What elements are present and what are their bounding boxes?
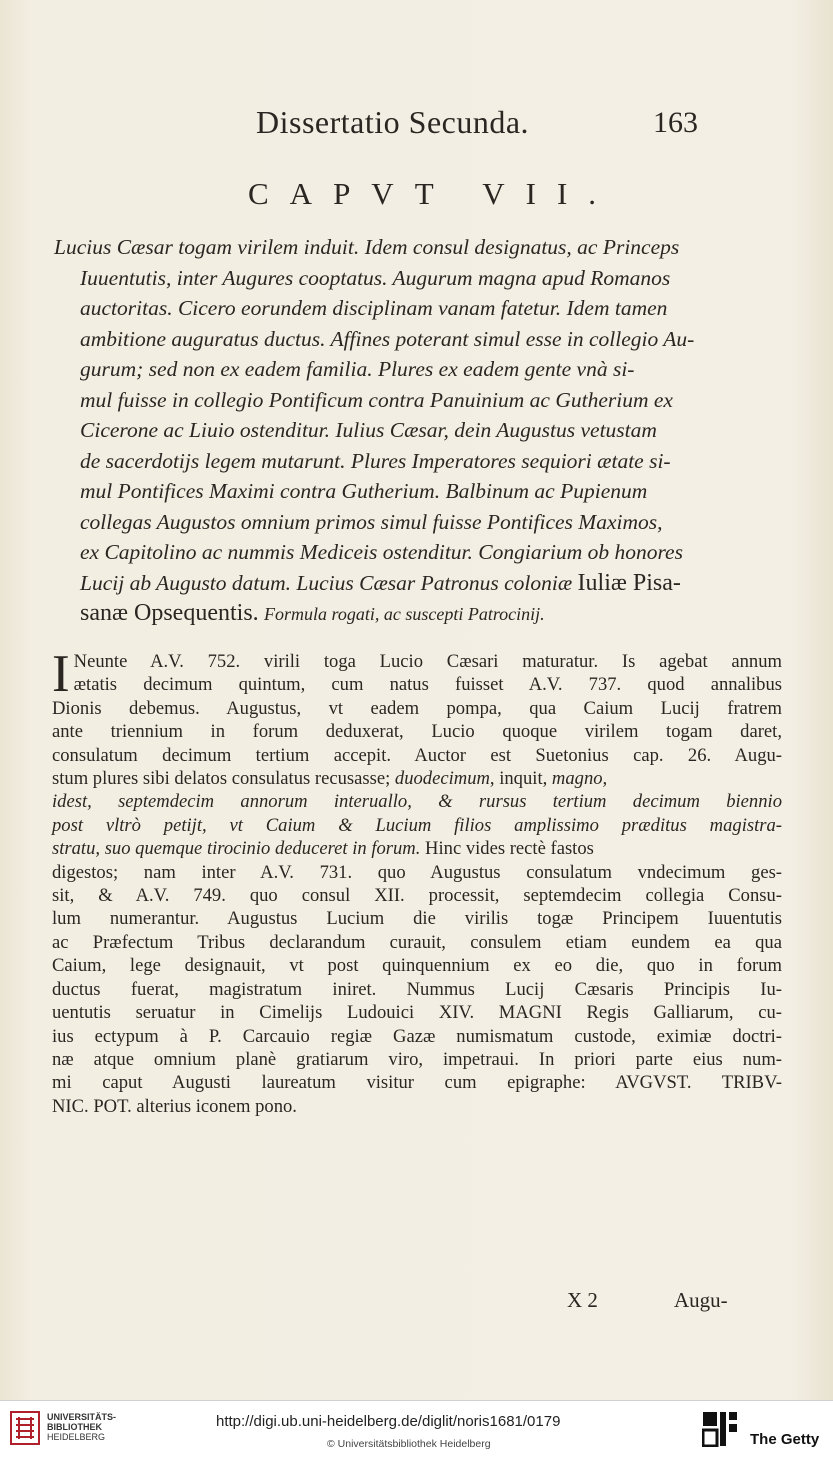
body-line: ante triennium in forum deduxerat, Lucio quoque virilem togam daret, [52, 721, 782, 743]
summary-line: ex Capitolino ac nummis Mediceis ostenditur. Congiarium ob honores [80, 540, 683, 564]
body-line: ætatis decimum quintum, cum natus fuisset A.V. 737. quod annalibus [73, 674, 782, 696]
body-line: sit, & A.V. 749. quo consul XII. processit, septemdecim collegia Consu- [52, 885, 782, 907]
body-line: uentutis seruatur in Cimelijs Ludouici XIV. MAGNI Regis Galliarum, cu- [52, 1002, 782, 1024]
body-line: ius ectypum à P. Carcauio regiæ Gazæ numismatum custode, eximiæ doctri- [52, 1025, 782, 1047]
summary-line: collegas Augustos omnium primos simul fuisse Pontifices Maximos, [80, 509, 663, 534]
body-line: post vltrò petijt, vt Caium & Lucium filios amplissimo præditus magistra- [52, 814, 782, 836]
body-line: næ atque omnium planè gratiarum viro, impetraui. In priori parte eius num- [52, 1048, 782, 1070]
summary-line: gurum; sed non ex eadem familia. Plures ex eadem gente vnà si- [80, 357, 635, 381]
body-line-text: stum plures sibi delatos consulatus recusasse; [52, 768, 391, 790]
summary-line: mul fuisse in collegio Pontificum contra Panuinium ac Gutherium ex [80, 387, 673, 412]
summary-roman-text: Iuliæ Pisa- [577, 569, 681, 596]
body-line: ductus fuerat, magistratum iniret. Nummus Lucij Cæsaris Principis Iu- [52, 978, 782, 1000]
body-italic: stratu, suo quemque tirocinio deduceret in forum. [52, 838, 421, 860]
body-line: consulatum decimum tertium accepit. Auctor est Suetonius cap. 26. Augu- [52, 744, 782, 766]
body-line: idest, septemdecim annorum interuallo, & rursus tertium decimum biennio [52, 791, 782, 813]
summary-line [54, 598, 774, 630]
summary-roman-text: sanæ Opsequentis. [80, 600, 259, 626]
getty-name: The Getty [750, 1431, 820, 1448]
university-library-logo-icon[interactable] [10, 1411, 40, 1445]
catchword: Augu- [674, 1288, 728, 1312]
body-line [52, 767, 782, 790]
body-line [52, 837, 782, 860]
running-title: Dissertatio Secunda. [256, 104, 530, 140]
copyright-notice: © Universitätsbibliothek Heidelberg [327, 1438, 491, 1450]
summary-line: de sacerdotijs legem mutarunt. Plures Imperatores sequiori ætate si- [80, 448, 671, 473]
chapter-summary [54, 232, 774, 630]
library-name-line: UNIVERSITÄTS- [47, 1412, 117, 1422]
body-paragraph [52, 645, 782, 1118]
summary-line: mul Pontifices Maximi contra Gutherium. Balbinum ac Pupienum [80, 479, 648, 503]
summary-line-text: Lucij ab Augusto datum. Lucius Cæsar Patronus coloniæ [80, 570, 573, 595]
body-line: Neunte A.V. 752. virili toga Lucio Cæsari maturatur. Is agebat annum [73, 651, 782, 672]
body-line-text: , inquit, [489, 768, 548, 790]
summary-line: auctoritas. Cicero eorundem disciplinam vanam fatetur. Idem tamen [80, 296, 668, 320]
body-line: Caium, lege designauit, vt post quinquennium ex eo die, quo in forum [52, 955, 782, 977]
getty-logo-icon[interactable] [702, 1411, 738, 1447]
summary-line: Iuuentutis, inter Augures cooptatus. Augurum magna apud Romanos [80, 265, 671, 290]
body-line: Dionis debemus. Augustus, vt eadem pompa, qua Caium Lucij fratrem [52, 697, 782, 719]
body-line: digestos; nam inter A.V. 731. quo Augustus consulatum vndecimum ges- [52, 861, 782, 883]
body-italic: magno, [551, 768, 608, 790]
page-number: 163 [653, 106, 698, 139]
body-italic: duodecimum [394, 768, 490, 790]
signature-mark: X 2 [567, 1288, 598, 1312]
body-line: NIC. POT. alterius iconem pono. [52, 1095, 297, 1117]
viewer-footer [0, 1400, 833, 1460]
permalink-url[interactable]: http://digi.ub.uni-heidelberg.de/diglit/noris1681/0179 [216, 1413, 561, 1430]
body-line: ac Præfectum Tribus declarandum curauit, consulem etiam eundem ea qua [52, 931, 782, 953]
summary-line: Cicerone ac Liuio ostenditur. Iulius Cæsar, dein Augustus vetustam [80, 418, 657, 442]
body-line-text: Hinc vides rectè fastos [425, 838, 594, 860]
body-line: mi caput Augusti laureatum visitur cum epigraphe: AVGVST. TRIBV- [52, 1072, 782, 1094]
library-name [47, 1412, 116, 1442]
drop-cap: I [52, 645, 70, 703]
library-name-line: BIBLIOTHEK [47, 1422, 102, 1432]
summary-line: Lucius Cæsar togam virilem induit. Idem consul designatus, ac Princeps [54, 235, 680, 259]
library-name-line: HEIDELBERG [47, 1432, 106, 1442]
body-line: lum numerantur. Augustus Lucium die virilis togæ Principem Iuuentutis [52, 908, 782, 930]
summary-line [54, 568, 774, 599]
chapter-heading: CAPVT VII. [248, 176, 618, 211]
summary-line: ambitione auguratus ductus. Affines poterant simul esse in collegio Au- [80, 326, 695, 351]
summary-tail: Formula rogati, ac suscepti Patrocinij. [264, 604, 545, 624]
